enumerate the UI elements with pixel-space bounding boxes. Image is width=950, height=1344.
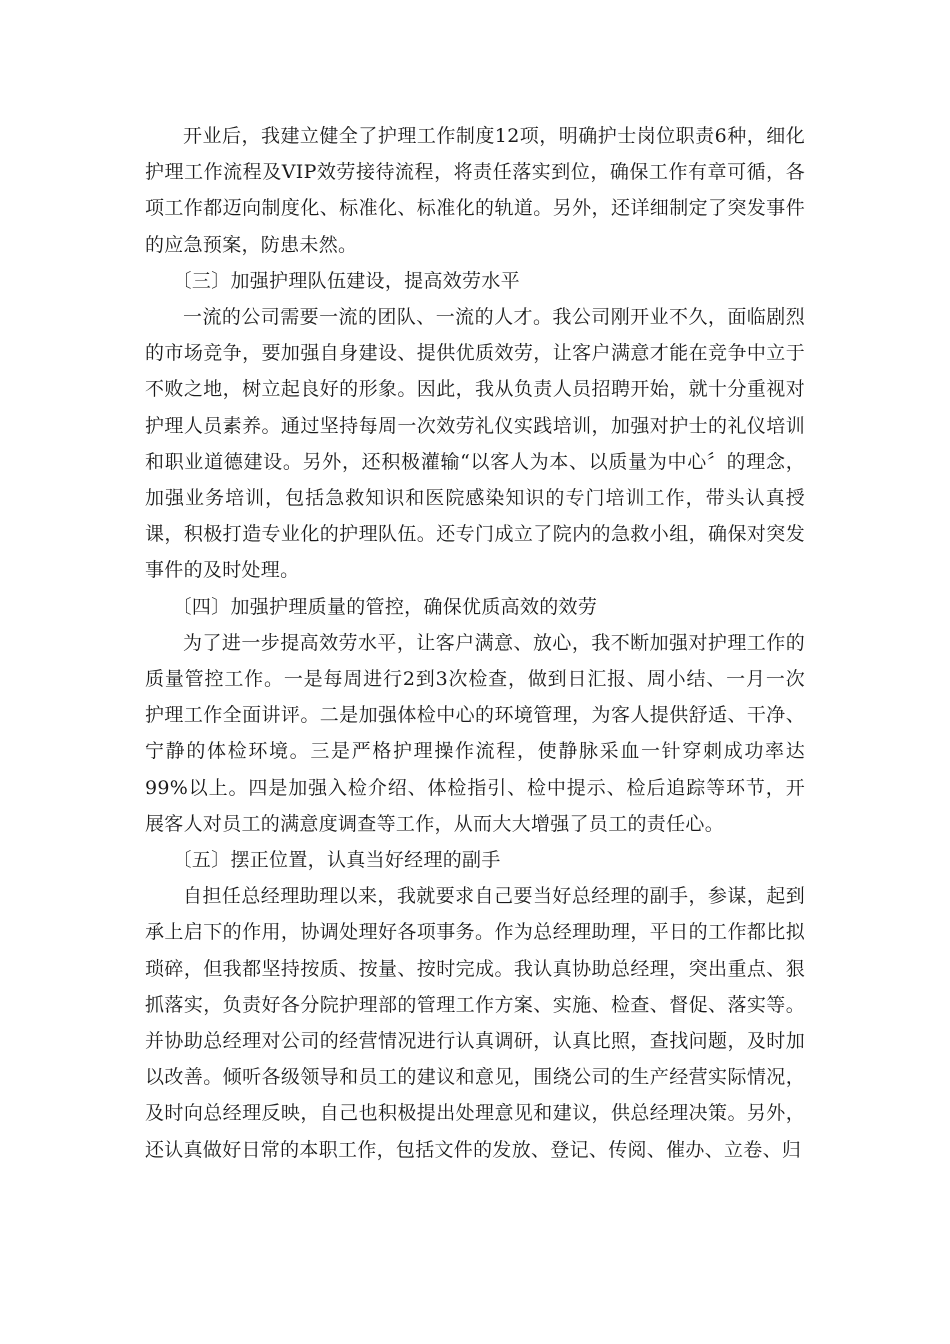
paragraph-quality-control: 为了进一步提高效劳水平，让客户满意、放心，我不断加强对护理工作的质量管控工作。一是每周进行2到3次检查，做到日汇报、周小结、一月一次护理工作全面讲评。二是加强体检中心的环境管理，为客人提供舒适、干净、宁静的体检环境。三是严格护理操作流程，使静脉采血一针穿刺成功率达99%以上。四是加强入检介绍、体检指引、检中提示、检后追踪等环节，开展客人对员工的满意度调查等工作，从而大大增强了员工的责任心。 — [145, 631, 805, 835]
paragraph-assistant-role: 自担任总经理助理以来，我就要求自己要当好总经理的副手，参谋，起到承上启下的作用，协调处理好各项事务。作为总经理助理，平日的工作都比拟琐碎，但我都坚持按质、按量、按时完成。我认真协助总经理，突出重点、狠抓落实，负责好各分院护理部的管理工作方案、实施、检查、督促、落实等。并协助总经理对公司的经营情况进行认真调研，认真比照，查找问题，及时加以改善。倾听各级领导和员工的建议和意见，围绕公司的生产经营实际情况，及时向总经理反映，自己也积极提出处理意见和建议，供总经理决策。另外，还认真做好日常的本职工作，包括文件的发放、登记、传阅、催办、立卷、归 — [145, 885, 805, 1161]
section-heading-5: 〔五〕摆正位置，认真当好经理的副手 — [172, 849, 501, 872]
document-body — [145, 118, 805, 1168]
section-heading-4: 〔四〕加强护理质量的管控，确保优质高效的效劳 — [172, 595, 598, 618]
paragraph-opening-rules: 开业后，我建立健全了护理工作制度12项，明确护士岗位职责6种，细化护理工作流程及VIP效劳接待流程，将责任落实到位，确保工作有章可循，各项工作都迈向制度化、标准化、标准化的轨道。另外，还详细制定了突发事件的应急预案，防患未然。 — [145, 125, 805, 256]
paragraph-team-building: 一流的公司需要一流的团队、一流的人才。我公司刚开业不久，面临剧烈的市场竞争，要加强自身建设、提供优质效劳，让客户满意才能在竞争中立于不败之地，树立起良好的形象。因此，我从负责人员招聘开始，就十分重视对护理人员素养。通过坚持每周一次效劳礼仪实践培训，加强对护士的礼仪培训和职业道德建设。另外，还积极灌输“以客人为本、以质量为中心〞的理念，加强业务培训，包括急救知识和医院感染知识的专门培训工作，带头认真授课，积极打造专业化的护理队伍。还专门成立了院内的急救小组，确保对突发事件的及时处理。 — [145, 306, 805, 582]
section-heading-3: 〔三〕加强护理队伍建设，提高效劳水平 — [172, 269, 520, 292]
